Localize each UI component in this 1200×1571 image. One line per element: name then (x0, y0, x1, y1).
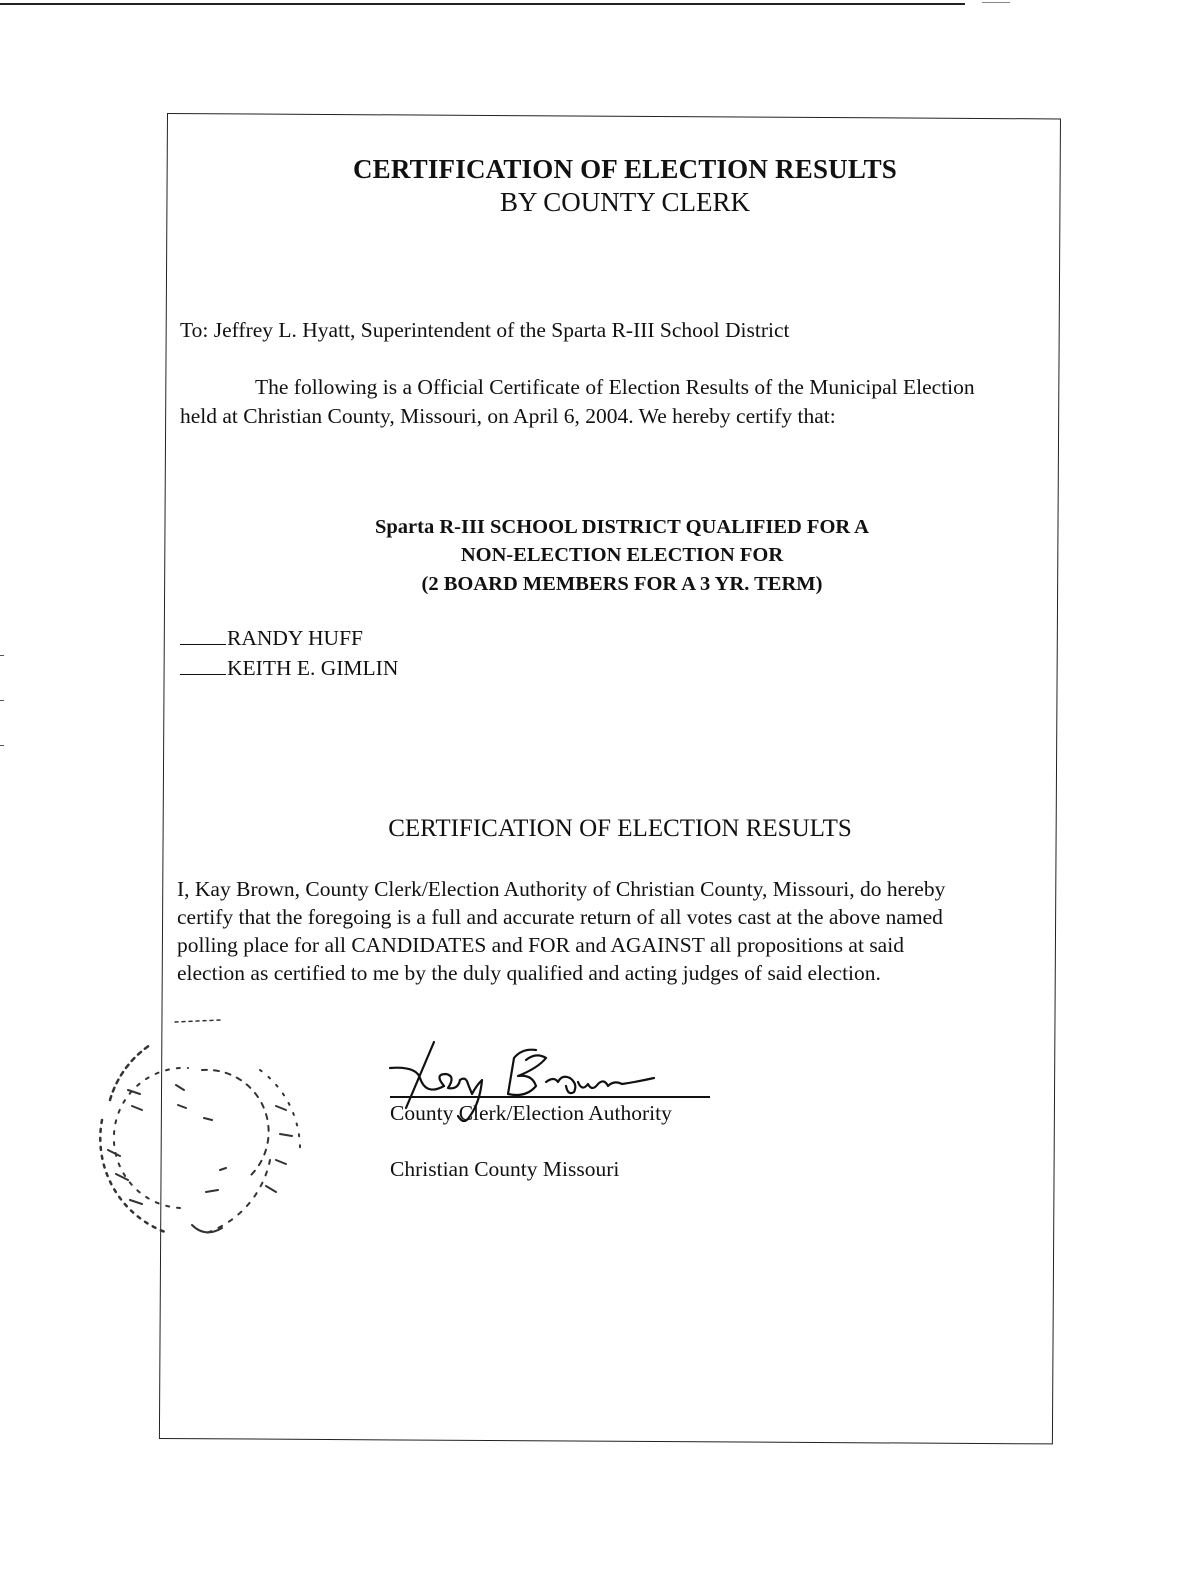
signature-line (390, 1096, 710, 1098)
county-name: Christian County Missouri (390, 1157, 620, 1181)
document-subtitle: BY COUNTY CLERK (499, 187, 750, 217)
district-heading-line: NON-ELECTION ELECTION FOR (460, 544, 784, 566)
vote-blank (180, 644, 226, 645)
certification-text-line: I, Kay Brown, County Clerk/Election Authority of Christian County, Missouri, do hereby (177, 877, 946, 901)
scan-border-line (0, 3, 965, 5)
intro-line: The following is a Official Certificate of Election Results of the Municipal Election (255, 375, 975, 399)
candidate-row (180, 656, 398, 681)
candidate-row (180, 626, 363, 651)
candidate-name: KEITH E. GIMLIN (227, 656, 399, 680)
signature-title: County Clerk/Election Authority (390, 1101, 672, 1125)
candidate-name: RANDY HUFF (227, 626, 363, 650)
district-heading-line: (2 BOARD MEMBERS FOR A 3 YR. TERM) (421, 573, 823, 595)
certification-text-line: certify that the foregoing is a full and accurate return of all votes cast at the above named (177, 905, 943, 929)
district-heading-line: Sparta R-III SCHOOL DISTRICT QUALIFIED FOR A (374, 516, 869, 538)
document-title: CERTIFICATION OF ELECTION RESULTS (352, 154, 898, 184)
scan-mark (0, 700, 4, 701)
intro-line: held at Christian County, Missouri, on April 6, 2004. We hereby certify that: (180, 404, 836, 428)
certification-text-line: election as certified to me by the duly qualified and acting judges of said election. (177, 961, 881, 985)
addressee-line: To: Jeffrey L. Hyatt, Superintendent of the Sparta R-III School District (180, 318, 790, 342)
scan-mark (982, 2, 1010, 3)
certification-text-line: polling place for all CANDIDATES and FOR and AGAINST all propositions at said (177, 933, 904, 957)
scan-mark (0, 745, 4, 746)
vote-blank (180, 674, 226, 675)
scan-mark (0, 655, 4, 656)
county-seal-stamp (80, 1010, 320, 1250)
certification-heading: CERTIFICATION OF ELECTION RESULTS (388, 815, 852, 842)
